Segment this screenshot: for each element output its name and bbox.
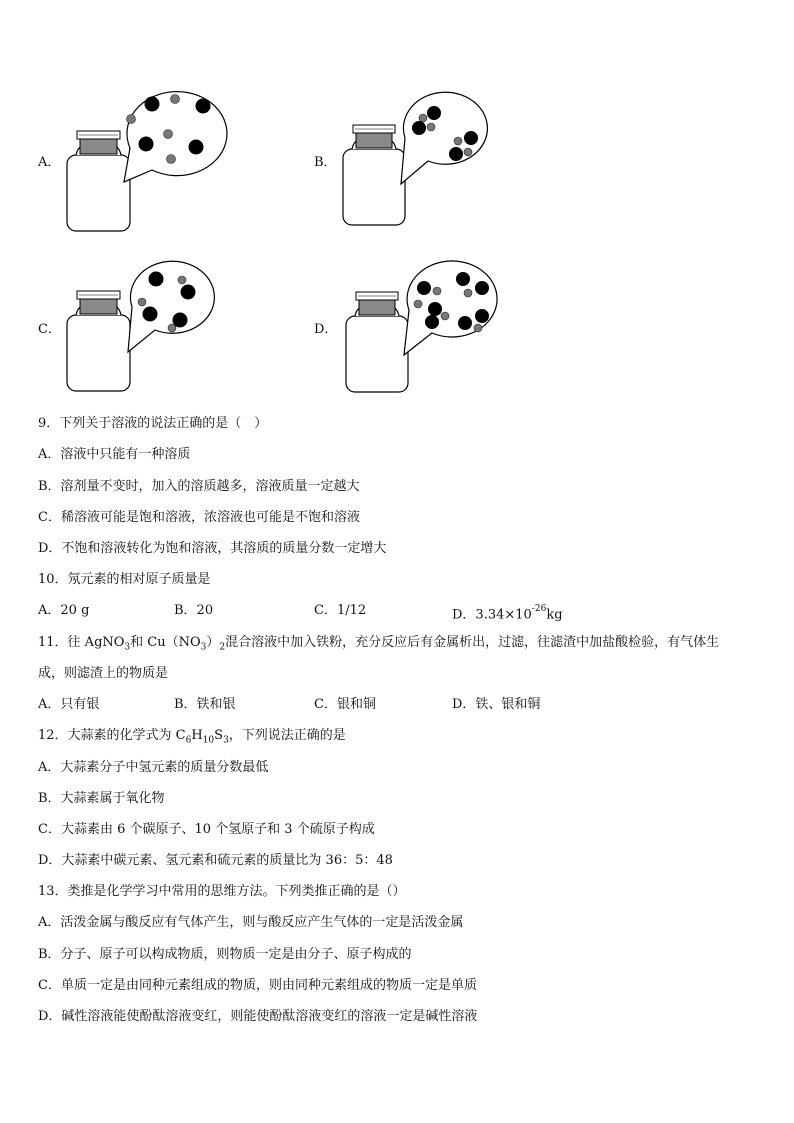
figures-svg: [0, 0, 794, 400]
q9-stem: 9．下列关于溶液的说法正确的是（ ）: [38, 416, 268, 431]
q10-option-a: A．20 g: [38, 603, 90, 618]
q10-option-c: C．1/12: [314, 603, 367, 618]
q12-option-a: A．大蒜素分子中氢元素的质量分数最低: [38, 760, 269, 775]
q13-stem: 13．类推是化学学习中常用的思维方法。下列类推正确的是（）: [38, 884, 406, 899]
q13-option-c: C．单质一定是由同种元素组成的物质，则由同种元素组成的物质一定是单质: [38, 978, 477, 993]
q12-option-b: B．大蒜素属于氧化物: [38, 791, 165, 806]
bottle-with-molecules-icon-d: [346, 261, 497, 392]
bottle-with-molecules-icon-b: [343, 92, 487, 225]
q11-stem-line2: 成，则滤渣上的物质是: [38, 666, 169, 681]
q10-stem: 10．氖元素的相对原子质量是: [38, 572, 211, 587]
option-a-label: A．: [38, 155, 61, 170]
q11-option-c: C．银和铜: [314, 697, 376, 712]
q9-option-c: C．稀溶液可能是饱和溶液，浓溶液也可能是不饱和溶液: [38, 510, 360, 525]
bottle-body: [67, 155, 130, 231]
bottle-with-molecules-icon-a: [67, 92, 227, 231]
q12-stem: 12．大蒜素的化学式为 $C_6H_{10}S_3$，下列说法正确的是: [38, 728, 346, 746]
q11-option-b: B．铁和银: [174, 697, 236, 712]
q10-option-b: B．20: [174, 603, 214, 618]
q11-stem: 11．往 AgNO$_3$和 $Cu(NO_3)_2$混合溶液中加入铁粉，充分反应后有金属析出，过滤，往滤渣中加盐酸检验，有气体生: [38, 635, 720, 653]
q13-option-d: D．碱性溶液能使酚酞溶液变红，则能使酚酞溶液变红的溶液一定是碱性溶液: [38, 1009, 478, 1024]
q9-option-b: B．溶剂量不变时，加入的溶质越多，溶液质量一定越大: [38, 479, 360, 494]
q12-option-c: C．大蒜素由 6 个碳原子、10 个氢原子和 3 个硫原子构成: [38, 822, 375, 837]
q11-option-a: A．只有银: [38, 697, 100, 712]
bottle-with-molecules-icon-c: [67, 261, 214, 391]
q9-option-d: D．不饱和溶液转化为饱和溶液，其溶质的质量分数一定增大: [38, 541, 387, 556]
option-b-label: B．: [314, 155, 337, 170]
q13-option-a: A．活泼金属与酸反应有气体产生，则与酸反应产生气体的一定是活泼金属: [38, 915, 464, 930]
speech-bubble: [124, 92, 227, 182]
q9-option-a: A．溶液中只能有一种溶质: [38, 447, 191, 462]
option-d-label: D．: [314, 322, 338, 337]
q10-option-d: D．$3.34\times 10^{-26}kg$: [452, 604, 563, 623]
q12-option-d: D．大蒜素中碳元素、氢元素和硫元素的质量比为 36：5：48: [38, 853, 393, 868]
q13-option-b: B．分子、原子可以构成物质，则物质一定是由分子、原子构成的: [38, 947, 412, 962]
answer-figures: [0, 0, 794, 400]
option-c-label: C．: [38, 322, 61, 337]
q11-option-d: D．铁、银和铜: [452, 697, 541, 712]
